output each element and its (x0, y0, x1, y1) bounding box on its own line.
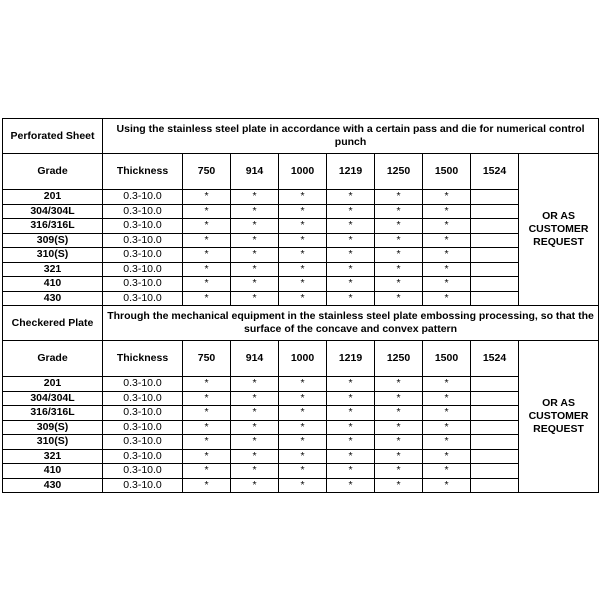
column-header: 1500 (423, 341, 471, 377)
availability-cell: * (183, 204, 231, 219)
availability-cell: * (423, 291, 471, 306)
thickness-cell: 0.3-10.0 (103, 420, 183, 435)
availability-cell: * (279, 277, 327, 292)
availability-cell: * (183, 391, 231, 406)
availability-cell: * (279, 435, 327, 450)
table-row (3, 391, 599, 406)
availability-cell (471, 464, 519, 479)
availability-cell: * (375, 478, 423, 493)
availability-cell (471, 233, 519, 248)
availability-cell: * (423, 435, 471, 450)
thickness-cell: 0.3-10.0 (103, 248, 183, 263)
request-line: OR AS (542, 210, 575, 222)
thickness-cell: 0.3-10.0 (103, 277, 183, 292)
section-title: Perforated Sheet (3, 119, 103, 154)
availability-cell: * (423, 478, 471, 493)
availability-cell (471, 478, 519, 493)
availability-cell: * (279, 420, 327, 435)
grade-cell: 304/304L (3, 204, 103, 219)
availability-cell (471, 420, 519, 435)
column-header: 1524 (471, 154, 519, 190)
availability-cell: * (375, 449, 423, 464)
column-header: 1524 (471, 341, 519, 377)
availability-cell: * (327, 219, 375, 234)
table-row (3, 277, 599, 292)
thickness-cell: 0.3-10.0 (103, 435, 183, 450)
availability-cell: * (183, 277, 231, 292)
availability-cell: * (423, 190, 471, 205)
availability-cell (471, 391, 519, 406)
availability-cell: * (183, 478, 231, 493)
availability-cell: * (183, 262, 231, 277)
availability-cell (471, 377, 519, 392)
availability-cell: * (327, 291, 375, 306)
availability-cell: * (423, 248, 471, 263)
availability-cell: * (231, 391, 279, 406)
request-line: CUSTOMER (528, 410, 589, 422)
availability-cell: * (279, 219, 327, 234)
availability-cell: * (279, 478, 327, 493)
column-header: Grade (3, 154, 103, 190)
column-header: 1219 (327, 154, 375, 190)
availability-cell: * (375, 262, 423, 277)
availability-cell: * (183, 420, 231, 435)
availability-cell: * (327, 464, 375, 479)
table-row (3, 233, 599, 248)
availability-cell: * (279, 391, 327, 406)
availability-cell: * (279, 377, 327, 392)
column-header: Thickness (103, 341, 183, 377)
customer-request-note (519, 154, 599, 306)
thickness-cell: 0.3-10.0 (103, 291, 183, 306)
table-row (3, 291, 599, 306)
table-row (3, 248, 599, 263)
availability-cell: * (375, 233, 423, 248)
table-row (3, 219, 599, 234)
availability-cell: * (231, 464, 279, 479)
availability-cell: * (375, 248, 423, 263)
availability-cell: * (375, 219, 423, 234)
availability-cell: * (327, 391, 375, 406)
request-line: CUSTOMER (528, 223, 589, 235)
availability-cell: * (423, 262, 471, 277)
availability-cell: * (279, 233, 327, 248)
thickness-cell: 0.3-10.0 (103, 377, 183, 392)
column-header: 750 (183, 154, 231, 190)
availability-cell (471, 291, 519, 306)
table-row (3, 435, 599, 450)
grade-cell: 321 (3, 262, 103, 277)
grade-cell: 316/316L (3, 406, 103, 421)
availability-cell: * (183, 291, 231, 306)
column-header: 1000 (279, 154, 327, 190)
availability-cell: * (423, 204, 471, 219)
availability-cell: * (423, 391, 471, 406)
availability-cell: * (423, 277, 471, 292)
availability-cell: * (327, 449, 375, 464)
customer-request-note (519, 341, 599, 493)
table-row (3, 204, 599, 219)
request-line: REQUEST (533, 423, 584, 435)
availability-cell (471, 406, 519, 421)
thickness-cell: 0.3-10.0 (103, 391, 183, 406)
grade-cell: 410 (3, 464, 103, 479)
availability-cell: * (231, 449, 279, 464)
availability-cell: * (279, 248, 327, 263)
grade-cell: 430 (3, 478, 103, 493)
grade-cell: 304/304L (3, 391, 103, 406)
grade-cell: 201 (3, 190, 103, 205)
availability-cell: * (279, 449, 327, 464)
availability-cell: * (231, 377, 279, 392)
header-row (3, 341, 599, 377)
availability-cell: * (231, 435, 279, 450)
availability-cell: * (183, 435, 231, 450)
availability-cell: * (231, 277, 279, 292)
column-header: 914 (231, 341, 279, 377)
section-title-row (3, 119, 599, 154)
grade-cell: 201 (3, 377, 103, 392)
table-row (3, 190, 599, 205)
availability-cell: * (423, 377, 471, 392)
availability-cell: * (327, 420, 375, 435)
availability-cell: * (423, 449, 471, 464)
grade-cell: 316/316L (3, 219, 103, 234)
column-header: Thickness (103, 154, 183, 190)
table-row (3, 377, 599, 392)
availability-cell: * (231, 248, 279, 263)
availability-cell (471, 190, 519, 205)
availability-cell: * (375, 291, 423, 306)
availability-cell: * (279, 464, 327, 479)
availability-cell (471, 277, 519, 292)
availability-cell: * (183, 406, 231, 421)
stainless-spec-table (2, 118, 599, 493)
column-header: 1250 (375, 341, 423, 377)
section-title: Checkered Plate (3, 306, 103, 341)
availability-cell: * (375, 435, 423, 450)
availability-cell (471, 449, 519, 464)
availability-cell: * (183, 233, 231, 248)
availability-cell: * (375, 464, 423, 479)
header-row (3, 154, 599, 190)
table-row (3, 464, 599, 479)
table-row (3, 262, 599, 277)
thickness-cell: 0.3-10.0 (103, 406, 183, 421)
availability-cell: * (231, 420, 279, 435)
availability-cell: * (423, 233, 471, 248)
availability-cell: * (327, 406, 375, 421)
availability-cell (471, 262, 519, 277)
availability-cell: * (279, 406, 327, 421)
table-row (3, 420, 599, 435)
availability-cell: * (327, 435, 375, 450)
grade-cell: 430 (3, 291, 103, 306)
availability-cell: * (183, 248, 231, 263)
availability-cell: * (279, 190, 327, 205)
availability-cell: * (327, 377, 375, 392)
grade-cell: 310(S) (3, 435, 103, 450)
availability-cell: * (231, 406, 279, 421)
grade-cell: 309(S) (3, 420, 103, 435)
thickness-cell: 0.3-10.0 (103, 233, 183, 248)
grade-cell: 410 (3, 277, 103, 292)
availability-cell: * (375, 190, 423, 205)
availability-cell (471, 248, 519, 263)
availability-cell: * (327, 262, 375, 277)
availability-cell: * (231, 291, 279, 306)
thickness-cell: 0.3-10.0 (103, 478, 183, 493)
grade-cell: 310(S) (3, 248, 103, 263)
column-header: 750 (183, 341, 231, 377)
grade-cell: 321 (3, 449, 103, 464)
availability-cell: * (183, 377, 231, 392)
thickness-cell: 0.3-10.0 (103, 219, 183, 234)
availability-cell: * (375, 204, 423, 219)
section-description: Using the stainless steel plate in accordance with a certain pass and die for numerical control punch (103, 119, 599, 154)
request-line: REQUEST (533, 236, 584, 248)
column-header: 1000 (279, 341, 327, 377)
availability-cell: * (375, 391, 423, 406)
column-header: 1500 (423, 154, 471, 190)
thickness-cell: 0.3-10.0 (103, 449, 183, 464)
availability-cell: * (375, 277, 423, 292)
thickness-cell: 0.3-10.0 (103, 190, 183, 205)
availability-cell: * (423, 219, 471, 234)
request-line: OR AS (542, 397, 575, 409)
column-header: 1219 (327, 341, 375, 377)
section-description: Through the mechanical equipment in the stainless steel plate embossing processing, so that the surface of the concave and convex pattern (103, 306, 599, 341)
table-row (3, 449, 599, 464)
availability-cell: * (327, 277, 375, 292)
availability-cell: * (231, 190, 279, 205)
availability-cell: * (279, 204, 327, 219)
availability-cell (471, 204, 519, 219)
availability-cell: * (231, 478, 279, 493)
column-header: 1250 (375, 154, 423, 190)
availability-cell: * (183, 190, 231, 205)
availability-cell: * (375, 406, 423, 421)
availability-cell (471, 219, 519, 234)
thickness-cell: 0.3-10.0 (103, 464, 183, 479)
availability-cell: * (327, 190, 375, 205)
availability-cell: * (183, 464, 231, 479)
availability-cell: * (327, 233, 375, 248)
table-row (3, 478, 599, 493)
column-header: 914 (231, 154, 279, 190)
availability-cell: * (327, 478, 375, 493)
availability-cell: * (327, 204, 375, 219)
availability-cell: * (375, 420, 423, 435)
availability-cell: * (279, 291, 327, 306)
availability-cell: * (231, 204, 279, 219)
grade-cell: 309(S) (3, 233, 103, 248)
availability-cell: * (327, 248, 375, 263)
column-header: Grade (3, 341, 103, 377)
availability-cell: * (231, 219, 279, 234)
availability-cell: * (183, 219, 231, 234)
availability-cell: * (231, 233, 279, 248)
availability-cell (471, 435, 519, 450)
availability-cell: * (423, 464, 471, 479)
availability-cell: * (231, 262, 279, 277)
availability-cell: * (183, 449, 231, 464)
table-row (3, 406, 599, 421)
availability-cell: * (423, 420, 471, 435)
availability-cell: * (423, 406, 471, 421)
availability-cell: * (279, 262, 327, 277)
thickness-cell: 0.3-10.0 (103, 204, 183, 219)
availability-cell: * (375, 377, 423, 392)
section-title-row (3, 306, 599, 341)
thickness-cell: 0.3-10.0 (103, 262, 183, 277)
